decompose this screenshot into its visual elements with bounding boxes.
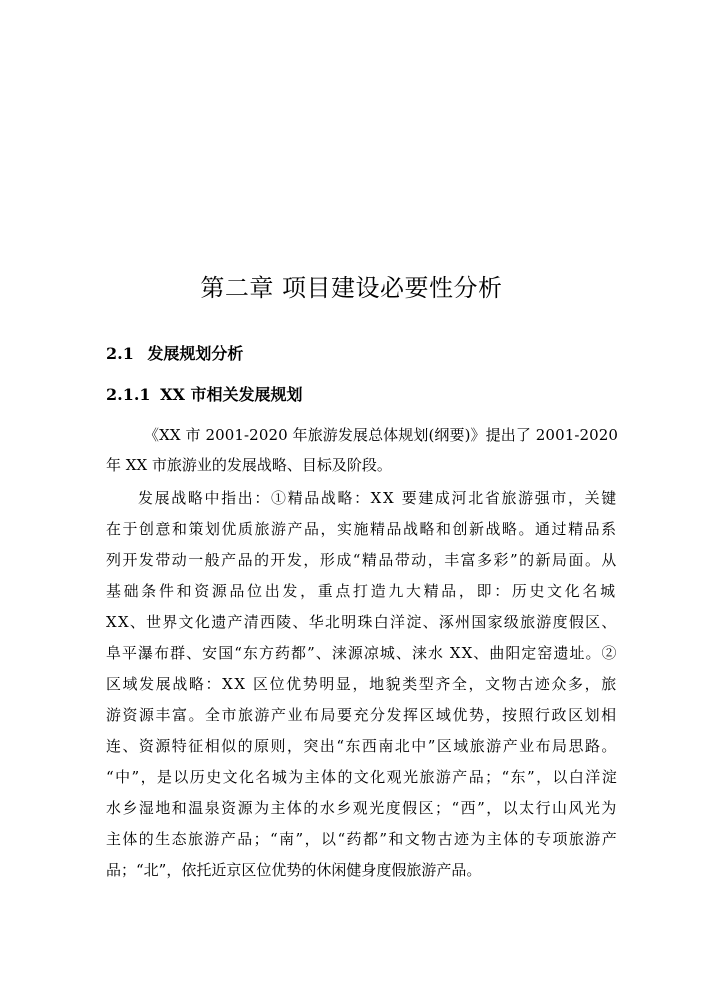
chapter-title: 第二章 项目建设必要性分析: [200, 274, 503, 302]
paragraph-line: “中”，是以历史文化名城为主体的文化观光旅游产品；“东”，以白洋淀: [106, 768, 619, 786]
paragraph-line: 阜平瀑布群、安国“东方药都”、涞源凉城、涞水 XX、曲阳定窑遗址。②: [106, 644, 618, 662]
paragraph-line: 游资源丰富。全市旅游产业布局要充分发挥区域优势，按照行政区划相: [106, 706, 618, 724]
section-heading: [106, 341, 243, 364]
paragraph-line: 发展战略中指出：①精品战略：XX 要建成河北省旅游强市，关键: [138, 489, 618, 507]
paragraph-line: 水乡湿地和温泉资源为主体的水乡观光度假区；“西”，以太行山风光为: [106, 799, 618, 817]
subsection-heading: [106, 382, 303, 405]
section-number: 2.1: [106, 344, 134, 363]
paragraph-line: 主体的生态旅游产品；“南”，以“药都”和文物古迹为主体的专项旅游产: [106, 830, 619, 848]
paragraph-line: 区域发展战略：XX 区位优势明显，地貌类型齐全，文物古迹众多，旅: [106, 675, 618, 693]
paragraph-line: 连、资源特征相似的原则，突出“东西南北中”区域旅游产业布局思路。: [106, 737, 618, 755]
paragraph-line: XX、世界文化遗产清西陵、华北明珠白洋淀、涿州国家级旅游度假区、: [106, 613, 618, 631]
paragraph-line: 基础条件和资源品位出发，重点打造九大精品，即：历史文化名城: [106, 582, 618, 600]
paragraph-line: 列开发带动一般产品的开发，形成“精品带动，丰富多彩”的新局面。从: [106, 551, 618, 569]
section-title: 发展规划分析: [147, 344, 244, 363]
subsection-title: XX 市相关发展规划: [160, 385, 303, 404]
paragraph-line: 《XX 市 2001-2020 年旅游发展总体规划(纲要)》提出了 2001-2020: [144, 426, 619, 444]
paragraph-line: 品；“北”，依托近京区位优势的休闲健身度假旅游产品。: [106, 861, 482, 879]
subsection-number: 2.1.1: [106, 385, 151, 404]
paragraph-line: 在于创意和策划优质旅游产品，实施精品战略和创新战略。通过精品系: [106, 520, 618, 538]
paragraph-line: 年 XX 市旅游业的发展战略、目标及阶段。: [106, 456, 392, 474]
